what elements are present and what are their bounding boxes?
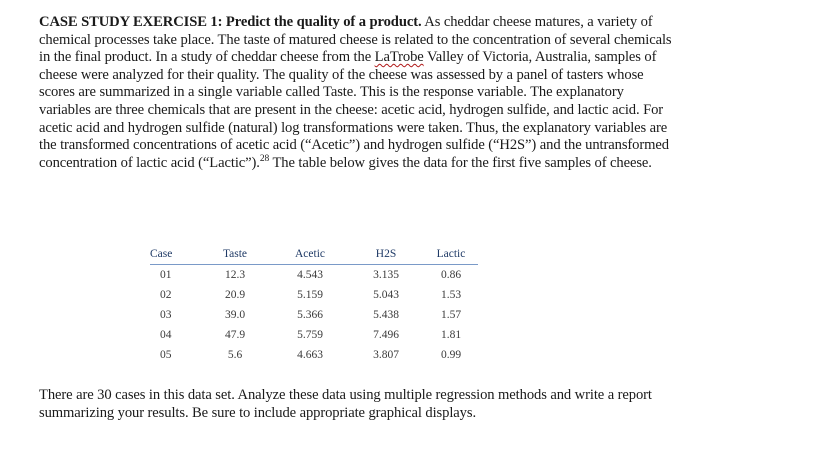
cell-case: 05 xyxy=(160,349,172,361)
exercise-heading: CASE STUDY EXERCISE 1: Predict the quality of a product. xyxy=(39,14,422,30)
cell-lactic: 1.53 xyxy=(440,289,462,301)
footnote-marker: 28 xyxy=(259,153,270,164)
table-row xyxy=(150,305,478,325)
cell-h2s: 5.043 xyxy=(373,289,399,301)
cell-h2s: 3.807 xyxy=(373,349,399,361)
cell-h2s: 5.438 xyxy=(373,309,399,321)
cheese-data-table xyxy=(150,244,478,365)
cell-lactic: 1.81 xyxy=(440,329,462,341)
cell-acetic: 5.159 xyxy=(297,289,323,301)
cell-acetic: 5.366 xyxy=(297,309,323,321)
cell-taste: 12.3 xyxy=(224,269,246,281)
header-h2s: H2S xyxy=(348,244,424,265)
cell-acetic: 4.663 xyxy=(297,349,323,361)
table-row xyxy=(150,325,478,345)
table-row xyxy=(150,345,478,365)
header-taste: Taste xyxy=(198,244,272,265)
intro-paragraph xyxy=(39,14,679,172)
spellcheck-flagged-word: LaTrobe xyxy=(374,49,424,66)
cell-case: 04 xyxy=(160,329,172,341)
intro-text-part-1: As cheddar cheese matures, a variety of chemical processes take place. The taste of matured cheese is related to the concentration of several chemicals in the final product. In a study of cheddar cheese from the xyxy=(39,14,672,66)
cell-h2s: 7.496 xyxy=(373,329,399,341)
intro-text-part-3: The table below gives the data for the first five samples of cheese. xyxy=(269,154,652,171)
cell-taste: 47.9 xyxy=(224,329,246,341)
intro-text-part-2: Valley of Victoria, Australia, samples of cheese were analyzed for their quality. The quality of the cheese was assessed by a panel of tasters whose scores are summarized in a single variable called Taste. This is the response variable. The explanatory variables are three chemicals that are present in the cheese: acetic acid, hydrogen sulfide, and lactic acid. For acetic acid and hydrogen sulfide (natural) log transformations were taken. Thus, the explanatory variables are the transformed concentrations of acetic acid (“Acetic”) and hydrogen sulfide (“H2S”) and the untransformed concentration of lactic acid (“Lactic”). xyxy=(39,49,669,171)
cell-taste: 20.9 xyxy=(224,289,246,301)
table-row xyxy=(150,285,478,305)
document-page xyxy=(39,14,679,172)
cell-acetic: 4.543 xyxy=(297,269,323,281)
cell-h2s: 3.135 xyxy=(373,269,399,281)
cell-taste: 5.6 xyxy=(227,349,243,361)
cell-lactic: 0.86 xyxy=(440,269,462,281)
cell-taste: 39.0 xyxy=(224,309,246,321)
cell-lactic: 1.57 xyxy=(440,309,462,321)
header-case: Case xyxy=(150,244,198,265)
cell-acetic: 5.759 xyxy=(297,329,323,341)
header-acetic: Acetic xyxy=(272,244,348,265)
header-lactic: Lactic xyxy=(424,244,478,265)
table-row xyxy=(150,265,478,286)
cell-lactic: 0.99 xyxy=(440,349,462,361)
cell-case: 02 xyxy=(160,289,172,301)
cell-case: 03 xyxy=(160,309,172,321)
cell-case: 01 xyxy=(160,269,172,281)
outro-paragraph: There are 30 cases in this data set. Analyze these data using multiple regression methods and write a report summarizing your results. Be sure to include appropriate graphical displays. xyxy=(39,387,652,421)
table-header-row xyxy=(150,244,478,265)
